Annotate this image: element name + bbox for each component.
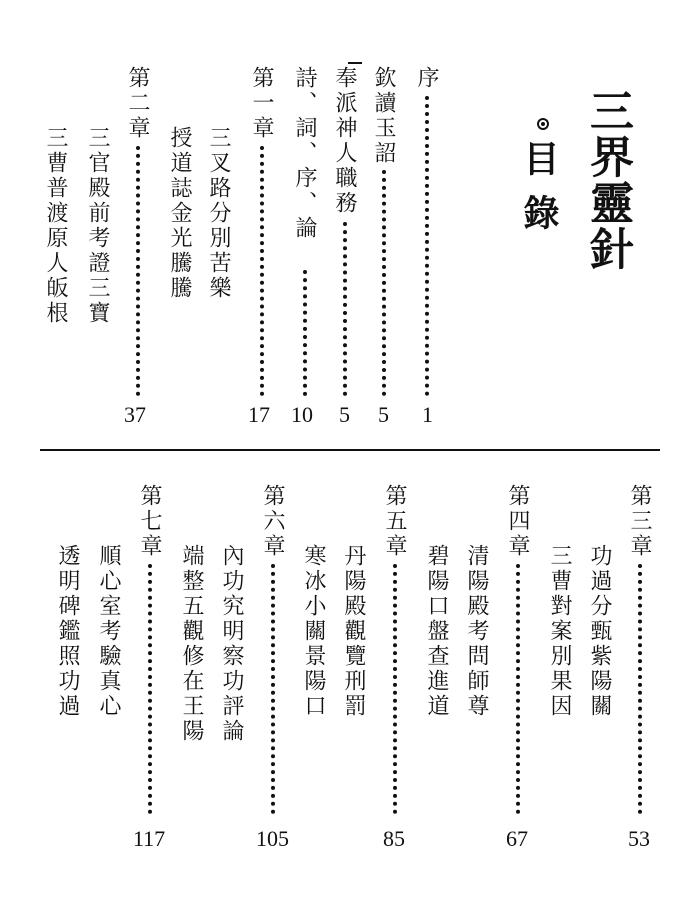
toc-entry-text: 丹陽殿觀覽刑罰 (341, 544, 366, 719)
toc-page-number: 117 (133, 826, 166, 851)
toc-entry-text: 序 (414, 66, 439, 91)
toc-entry-text: 第三章 (627, 484, 652, 559)
leader-dots (148, 564, 156, 814)
toc-page-number: 1 (422, 402, 433, 427)
leader-dots (425, 96, 433, 396)
book-title: 三界靈針 (582, 88, 633, 272)
toc-entry-text: 第二章 (125, 66, 150, 141)
toc-entry-text: 詩、詞、序、論 (292, 66, 317, 241)
toc-page-number: 5 (339, 402, 350, 427)
toc-entry-text: 寒冰小關景陽口 (301, 544, 326, 719)
leader-dots (393, 564, 401, 814)
toc-page-number: 17 (248, 402, 270, 427)
toc-entry-text: 三曹普渡原人皈根 (43, 126, 68, 326)
toc-entry-text: 第六章 (260, 484, 285, 559)
toc-entry-text: 三官殿前考證三寶 (85, 126, 110, 326)
leader-dots (382, 170, 390, 396)
toc-page-number: 5 (378, 402, 389, 427)
section-divider (40, 449, 660, 451)
toc-entry-text: 欽讀玉詔 (371, 66, 396, 166)
leader-dots (260, 146, 268, 396)
toc-page-number: 85 (383, 826, 405, 851)
tick-mark (348, 62, 362, 64)
toc-entry-text: 順心室考驗真心 (96, 544, 121, 719)
leader-dots (516, 564, 524, 814)
toc-entry-text: 內功究明察功評論 (219, 544, 244, 744)
toc-page-number: 10 (291, 402, 313, 427)
toc-page-number: 53 (628, 826, 650, 851)
leader-dots (136, 146, 144, 396)
toc-page-number: 67 (506, 826, 528, 851)
toc-page-number: 105 (256, 826, 289, 851)
toc-entry-text: 碧陽口盤查進道 (424, 544, 449, 719)
toc-entry-text: 第一章 (249, 66, 274, 141)
toc-entry-text: 第五章 (382, 484, 407, 559)
toc-page-number: 37 (124, 402, 146, 427)
toc-entry-text: 第四章 (505, 484, 530, 559)
toc-entry-text: 奉派神人職務 (332, 66, 357, 216)
bullet-icon (537, 118, 549, 130)
leader-dots (638, 564, 646, 814)
leader-dots (271, 564, 279, 814)
toc-title: 目錄 (518, 140, 559, 248)
toc-entry-text: 端整五觀修在王陽 (179, 544, 204, 744)
toc-entry-text: 三曹對案別果因 (547, 544, 572, 719)
toc-entry-text: 第七章 (137, 484, 162, 559)
toc-entry-text: 三叉路分別苦樂 (206, 126, 231, 301)
leader-dots (303, 270, 311, 396)
toc-entry-text: 透明碑鑑照功過 (55, 544, 80, 719)
leader-dots (343, 222, 351, 396)
toc-entry-text: 授道誌金光騰騰 (167, 126, 192, 301)
toc-entry-text: 清陽殿考問師尊 (464, 544, 489, 719)
toc-entry-text: 功過分甄紫陽關 (587, 544, 612, 719)
